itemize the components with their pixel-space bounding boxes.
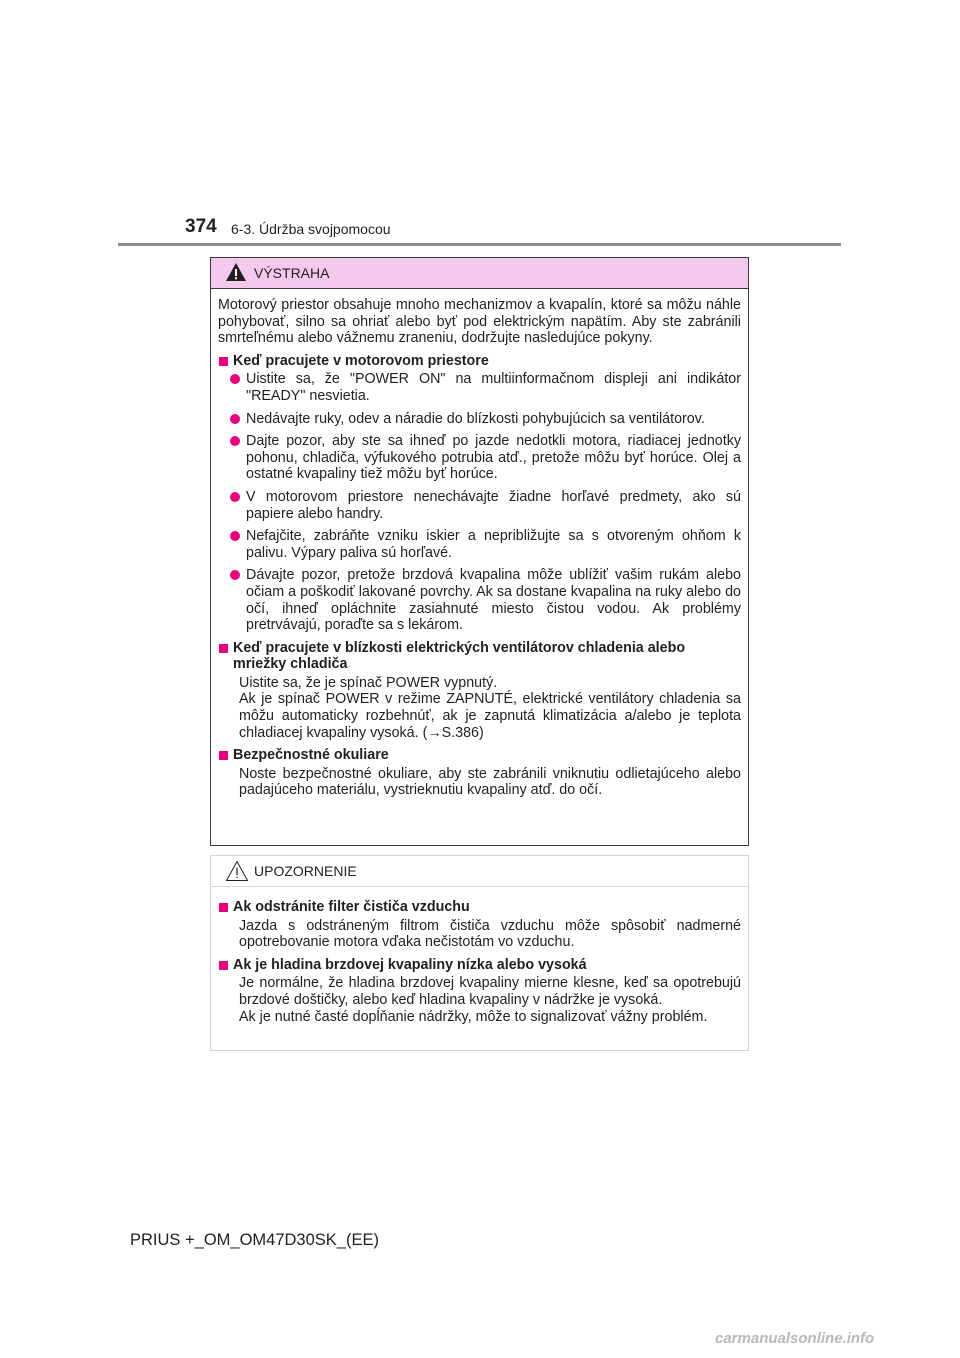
square-bullet-icon (219, 357, 228, 366)
round-bullet-icon (230, 531, 240, 541)
header-rule (118, 243, 841, 246)
section-heading: Keď pracujete v blízkosti elektrických ventilátorov chladenia alebo mriežky chladiča (218, 640, 741, 673)
section-title: 6-3. Údržba svojpomocou (231, 221, 391, 237)
section-text: Jazda s odstráneným filtrom čističa vzduchu môže spôsobiť nadmerné opotrebovanie motora vďaka nečistotám vo vzduchu. (239, 917, 741, 951)
round-bullet-icon (230, 374, 240, 384)
warning-intro: Motorový priestor obsahuje mnoho mechanizmov a kvapalín, ktoré sa môžu náhle pohybovať, silno sa ohriať alebo byť pod elektrickým napätím. Aby ste zabránili smrteľnému alebo vážnemu zraneniu, dodržujte nasledujúce pokyny. (218, 297, 741, 347)
list-item: Uistite sa, že "POWER ON" na multiinformačnom displeji ani indikátor "READY" nesvietia. (218, 371, 741, 404)
caution-triangle-icon (225, 860, 249, 882)
round-bullet-icon (230, 492, 240, 502)
square-bullet-icon (219, 751, 228, 760)
square-bullet-icon (219, 961, 228, 970)
section-text: Ak je nutné časté dopĺňanie nádržky, môže to signalizovať vážny problém. (239, 1008, 708, 1025)
warning-header (211, 258, 748, 289)
list-item: Nedávajte ruky, odev a náradie do blízkosti pohybujúcich sa ventilátorov. (218, 411, 741, 428)
section-heading: Ak odstránite filter čističa vzduchu (218, 899, 741, 916)
list-item: Nefajčite, zabráňte vzniku iskier a nepribližujte sa s otvoreným ohňom k palivu. Výpary paliva sú horľavé. (218, 528, 741, 561)
list-item: Dávajte pozor, pretože brzdová kvapalina môže ublížiť vašim rukám alebo očiam a poškodiť lakované povrchy. Ak sa dostane kvapalina na ruky alebo do očí, ihneď opláchnite zasiahnuté miesto čistou vodou. Ak problémy pretrvávajú, poraďte sa s lekárom. (218, 567, 741, 633)
warning-body (211, 289, 748, 799)
section-heading: Ak je hladina brzdovej kvapaliny nízka alebo vysoká (218, 957, 741, 974)
warning-triangle-icon (225, 262, 247, 282)
list-item: V motorovom priestore nenechávajte žiadne horľavé predmety, ako sú papiere alebo handry. (218, 489, 741, 522)
section-text: Ak je spínač POWER v režime ZAPNUTÉ, elektrické ventilátory chladenia sa môžu automaticky rozbehnúť, ak je zapnutá klimatizácia a/alebo je teplota chladiacej kvapaliny vysoká. (→S.386) (239, 691, 741, 741)
section-text: Noste bezpečnostné okuliare, aby ste zabránili vniknutiu odlietajúceho alebo padajúceho materiálu, vystrieknutiu kvapaliny atď. do očí. (239, 765, 741, 799)
page-number: 374 (185, 216, 217, 237)
section-heading: Bezpečnostné okuliare (218, 747, 741, 764)
round-bullet-icon (230, 414, 240, 424)
caution-box (210, 855, 749, 1051)
watermark: carmanualsonline.info (715, 1330, 875, 1347)
section-text: Je normálne, že hladina brzdovej kvapaliny mierne klesne, keď sa opotrebujú brzdové doštičky, alebo keď hladina kvapaliny v nádržke je vysoká. (239, 975, 741, 1008)
square-bullet-icon (219, 644, 228, 653)
section-heading: Keď pracujete v motorovom priestore (218, 353, 741, 370)
list-item: Dajte pozor, aby ste sa ihneď po jazde nedotkli motora, riadiacej jednotky pohonu, chladiča, výfukového potrubia atď., pretože môžu byť horúce. Olej a ostatné kvapaliny tiež môžu byť horúce. (218, 433, 741, 483)
section-text: Uistite sa, že je spínač POWER vypnutý. (239, 674, 498, 691)
caution-header (211, 856, 748, 887)
warning-title: VÝSTRAHA (254, 265, 330, 281)
caution-title: UPOZORNENIE (254, 863, 357, 879)
caution-body (211, 887, 748, 1025)
round-bullet-icon (230, 570, 240, 580)
round-bullet-icon (230, 436, 240, 446)
footer-doc-code: PRIUS +_OM_OM47D30SK_(EE) (130, 1231, 379, 1249)
square-bullet-icon (219, 903, 228, 912)
warning-box (210, 257, 749, 846)
